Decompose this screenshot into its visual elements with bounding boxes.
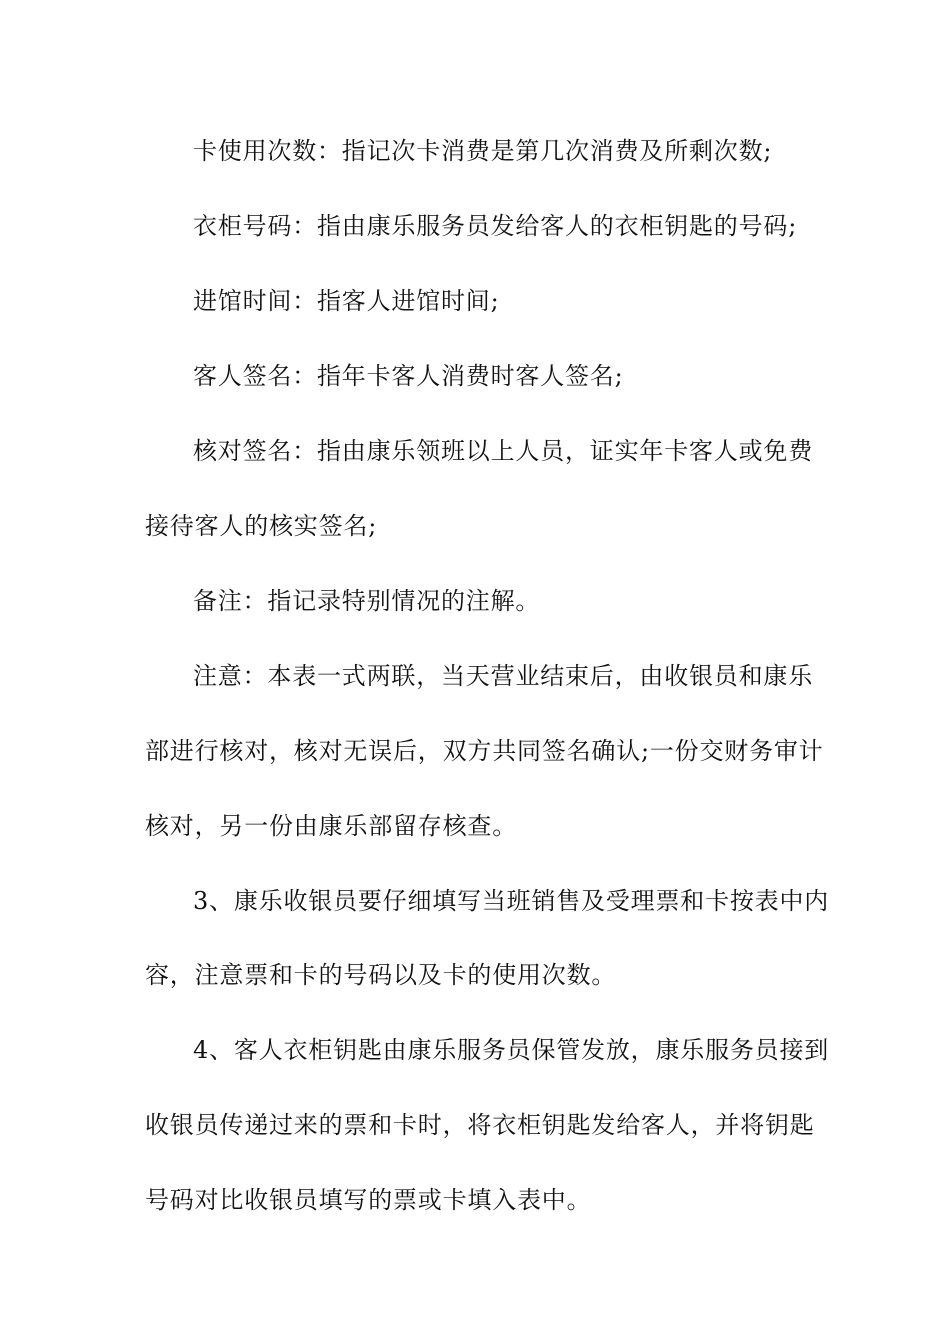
text-line: 注意：本表一式两联，当天营业结束后，由收银员和康乐 <box>193 662 813 690</box>
text-line: 备注：指记录特别情况的注解。 <box>193 587 541 615</box>
text-line: 容，注意票和卡的号码以及卡的使用次数。 <box>145 961 617 989</box>
text-line: 接待客人的核实签名; <box>145 512 378 540</box>
text-line: 部进行核对，核对无误后，双方共同签名确认;一份交财务审计 <box>145 737 824 765</box>
text-line: 号码对比收银员填写的票或卡填入表中。 <box>145 1186 592 1214</box>
text-line: 3、康乐收银员要仔细填写当班销售及受理票和卡按表中内 <box>193 887 830 915</box>
text-line: 客人签名：指年卡客人消费时客人签名; <box>193 362 624 390</box>
text-line: 收银员传递过来的票和卡时，将衣柜钥匙发给客人，并将钥匙 <box>145 1111 815 1139</box>
text-line: 进馆时间：指客人进馆时间; <box>193 287 500 315</box>
text-line: 核对签名：指由康乐领班以上人员，证实年卡客人或免费 <box>193 437 813 465</box>
text-line: 核对，另一份由康乐部留存核查。 <box>145 812 517 840</box>
text-line: 卡使用次数：指记次卡消费是第几次消费及所剩次数; <box>193 137 773 165</box>
text-line: 4、客人衣柜钥匙由康乐服务员保管发放，康乐服务员接到 <box>193 1036 830 1064</box>
text-line: 衣柜号码：指由康乐服务员发给客人的衣柜钥匙的号码; <box>193 212 798 240</box>
